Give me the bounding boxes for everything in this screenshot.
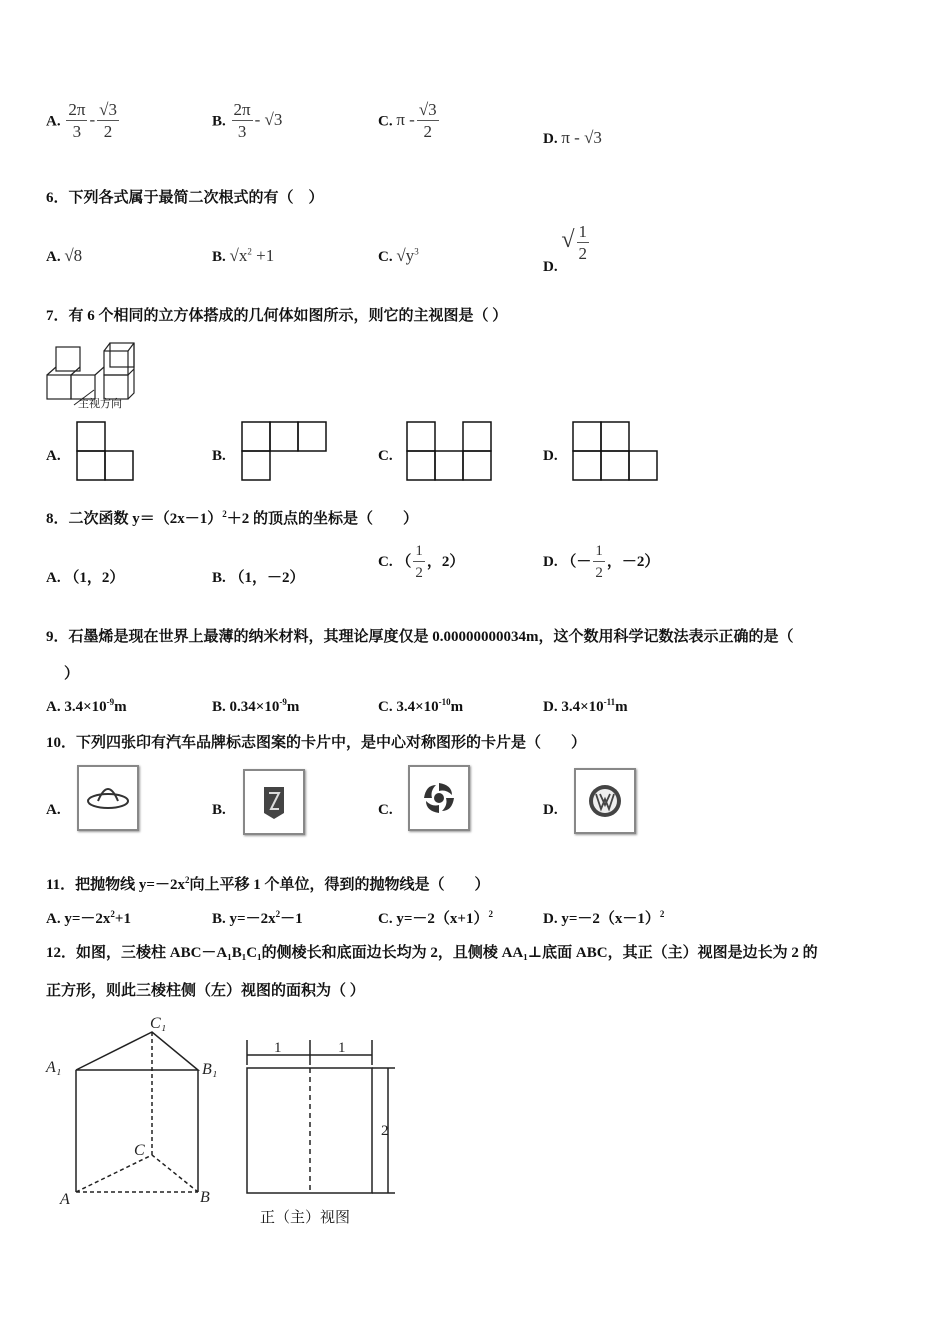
fraction bbox=[593, 541, 605, 584]
label-a: A bbox=[60, 1191, 70, 1208]
expr: - √3 bbox=[254, 110, 283, 130]
q6-option-d bbox=[543, 222, 591, 275]
sup: 2 bbox=[110, 909, 115, 919]
fraction bbox=[413, 541, 425, 584]
expr: 3.4×10 bbox=[396, 699, 439, 715]
num: 1 bbox=[593, 541, 605, 562]
logo-card-b bbox=[243, 769, 305, 835]
option-label: D. bbox=[543, 258, 558, 275]
sup: 2 bbox=[222, 509, 227, 519]
exponent: -11 bbox=[603, 697, 616, 707]
logo-card-a bbox=[77, 765, 139, 831]
expr: ，－2） bbox=[606, 553, 660, 570]
q6-option-b bbox=[212, 246, 274, 266]
expr: 3.4×10 bbox=[561, 699, 604, 715]
expr: 3.4×10 bbox=[64, 699, 107, 715]
q9-option-d bbox=[543, 697, 628, 716]
sup: 2 bbox=[275, 909, 281, 919]
den: 2 bbox=[578, 244, 588, 263]
q7-option-c-figure bbox=[406, 421, 496, 483]
dim-left-width: 1 bbox=[274, 1040, 282, 1056]
q11-option-a bbox=[46, 907, 131, 928]
sup: 2 bbox=[184, 875, 190, 885]
sup: 3 bbox=[414, 246, 419, 257]
q9-option-c bbox=[378, 697, 463, 716]
label-c: C bbox=[134, 1142, 145, 1159]
q10-title: 10．下列四张印有汽车品牌标志图案的卡片中，是中心对称图形的卡片是（ ） bbox=[46, 735, 587, 751]
dim-height: 2 bbox=[381, 1123, 389, 1139]
num: 2π bbox=[68, 100, 86, 119]
q10-option-b-label: B. bbox=[212, 802, 226, 818]
option-label: B. bbox=[212, 570, 226, 586]
expr: （－ bbox=[561, 553, 592, 570]
option-label: A. bbox=[46, 699, 61, 715]
option-label: D. bbox=[543, 131, 558, 147]
fraction bbox=[417, 100, 439, 143]
option-label: B. bbox=[212, 249, 226, 265]
den: 2 bbox=[103, 122, 113, 141]
car-logo-d-icon bbox=[587, 783, 623, 819]
fraction bbox=[97, 100, 119, 143]
q11-option-b bbox=[212, 907, 303, 928]
expr: π - bbox=[396, 110, 415, 130]
expr: π - √3 bbox=[561, 128, 602, 147]
q5-option-d bbox=[543, 128, 602, 148]
car-logo-a-icon bbox=[85, 777, 131, 817]
expr: （1，－2） bbox=[229, 570, 305, 586]
q12-line1: 12．如图，三棱柱 ABC－A₁B₁C₁的侧棱长和底面边长均为 2，且侧棱 AA₁⊥底面 ABC，其正（主）视图是边长为 2 的 bbox=[46, 945, 818, 961]
option-label: C. bbox=[378, 699, 393, 715]
option-label: D. bbox=[543, 699, 558, 715]
front-view-caption: 正（主）视图 bbox=[260, 1208, 351, 1226]
unit: m bbox=[615, 699, 628, 715]
fraction bbox=[66, 100, 87, 143]
label-c1: C₁ bbox=[150, 1015, 167, 1032]
q7-option-a-figure bbox=[76, 421, 136, 483]
q10-option-a-label: A. bbox=[46, 802, 61, 818]
num: 1 bbox=[413, 541, 425, 562]
label-b: B bbox=[200, 1189, 210, 1206]
expr: ，2） bbox=[426, 553, 465, 570]
expr: y=－2（x－1） bbox=[561, 911, 660, 927]
option-label: C. bbox=[378, 911, 393, 927]
unit: m bbox=[286, 699, 300, 715]
q7-title: 7．有 6 个相同的立方体搭成的几何体如图所示，则它的主视图是（ ） bbox=[46, 308, 508, 324]
q8-option-d bbox=[543, 541, 659, 584]
num: 2π bbox=[233, 100, 251, 119]
op: - bbox=[89, 110, 96, 130]
root: √ bbox=[561, 226, 575, 253]
q5-option-b bbox=[212, 100, 282, 143]
expr: y=－2x bbox=[64, 911, 111, 927]
q11-option-d bbox=[543, 907, 664, 928]
option-label: A. bbox=[46, 911, 61, 927]
q11-option-c bbox=[378, 907, 493, 928]
q7-option-d-label: D. bbox=[543, 448, 558, 464]
dim-right-width: 1 bbox=[338, 1040, 346, 1056]
sup: 2 bbox=[488, 909, 493, 919]
q7-option-a-label: A. bbox=[46, 448, 61, 464]
option-label: A. bbox=[46, 570, 61, 586]
option-label: D. bbox=[543, 553, 558, 570]
expr: －1 bbox=[280, 911, 303, 927]
num: √3 bbox=[418, 100, 437, 119]
q8-option-b bbox=[212, 566, 305, 587]
q9-line2: ） bbox=[64, 666, 80, 682]
q7-option-c-label: C. bbox=[378, 448, 393, 464]
expr: √y bbox=[396, 246, 415, 265]
q7-option-d-figure bbox=[572, 421, 662, 483]
q8-option-c bbox=[378, 541, 464, 584]
exponent: -10 bbox=[438, 697, 451, 707]
expr: y=－2（x+1） bbox=[396, 911, 489, 927]
q5-option-a bbox=[46, 100, 121, 143]
label-a1: A₁ bbox=[46, 1059, 62, 1076]
den: 2 bbox=[423, 122, 433, 141]
option-label: B. bbox=[212, 113, 226, 130]
expr: （1，2） bbox=[64, 570, 125, 586]
q7-option-b-label: B. bbox=[212, 448, 226, 464]
fraction bbox=[232, 100, 253, 143]
q9-option-b bbox=[212, 697, 299, 716]
view-direction-label: 主视方向 bbox=[78, 398, 122, 410]
q9-line1: 9．石墨烯是现在世界上最薄的纳米材料，其理论厚度仅是 0.00000000034m，这个数用科学记数法表示正确的是（ bbox=[46, 629, 794, 645]
expr: y=－2x bbox=[229, 911, 276, 927]
logo-card-c bbox=[408, 765, 470, 831]
q6-title: 6．下列各式属于最简二次根式的有（ ） bbox=[46, 190, 324, 206]
q9-option-a bbox=[46, 697, 127, 716]
logo-card-d bbox=[574, 768, 636, 834]
q8-title bbox=[46, 507, 418, 528]
title-part: 向上平移 1 个单位，得到的抛物线是（ ） bbox=[189, 877, 490, 893]
car-logo-b-icon bbox=[259, 783, 289, 821]
q11-title bbox=[46, 873, 490, 894]
option-label: C. bbox=[378, 113, 393, 130]
sup: 2 bbox=[247, 246, 252, 257]
q6-option-a bbox=[46, 246, 82, 266]
exponent: -9 bbox=[106, 697, 115, 707]
title-part: 8．二次函数 y＝（2x－1） bbox=[46, 511, 223, 527]
expr: （ bbox=[396, 553, 412, 570]
expr: +1 bbox=[251, 246, 275, 265]
option-label: D. bbox=[543, 911, 558, 927]
expr: 0.34×10 bbox=[229, 699, 280, 715]
car-logo-c-icon bbox=[422, 781, 456, 815]
q10-option-d-label: D. bbox=[543, 802, 558, 818]
q10-option-c-label: C. bbox=[378, 802, 393, 818]
expr: √x bbox=[229, 246, 248, 265]
option-label: A. bbox=[46, 113, 61, 130]
title-part: 11．把抛物线 y=－2x bbox=[46, 877, 185, 893]
title-part: ＋2 的顶点的坐标是（ ） bbox=[226, 511, 419, 527]
front-view-figure bbox=[240, 1035, 400, 1200]
option-label: A. bbox=[46, 249, 61, 265]
q8-option-a bbox=[46, 566, 124, 587]
num: √3 bbox=[99, 100, 117, 119]
option-label: B. bbox=[212, 699, 226, 715]
den: 2 bbox=[415, 565, 423, 581]
den: 3 bbox=[237, 122, 247, 141]
fraction bbox=[577, 222, 590, 265]
q6-option-c bbox=[378, 246, 419, 266]
unit: m bbox=[450, 699, 464, 715]
num: 1 bbox=[578, 222, 588, 241]
den: 3 bbox=[72, 122, 82, 141]
triangular-prism-figure bbox=[40, 1010, 230, 1215]
unit: m bbox=[114, 699, 127, 715]
sup: 2 bbox=[659, 909, 665, 919]
option-label: C. bbox=[378, 553, 393, 570]
expr: +1 bbox=[114, 911, 131, 927]
expr: √8 bbox=[64, 246, 83, 265]
den: 2 bbox=[595, 565, 603, 581]
exponent: -9 bbox=[279, 697, 287, 707]
label-b1: B₁ bbox=[202, 1061, 218, 1078]
option-label: B. bbox=[212, 911, 226, 927]
q5-option-c bbox=[378, 100, 441, 143]
q7-option-b-figure bbox=[241, 421, 331, 483]
option-label: C. bbox=[378, 249, 393, 265]
q12-line2: 正方形，则此三棱柱侧（左）视图的面积为（ ） bbox=[46, 983, 365, 999]
